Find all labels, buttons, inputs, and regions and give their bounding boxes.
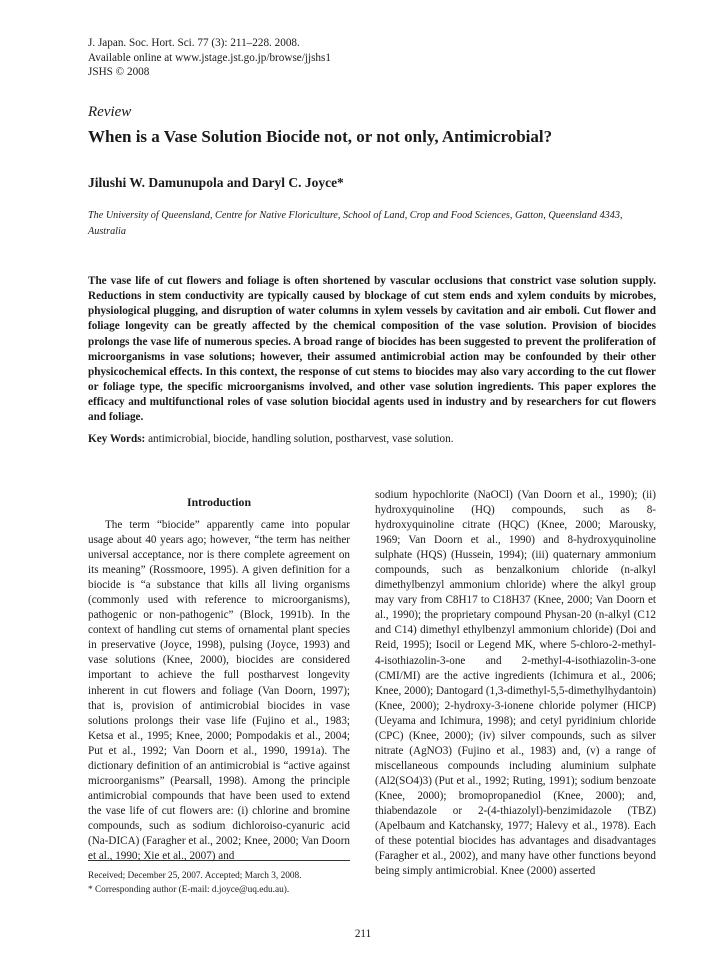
article-authors: Jilushi W. Damunupola and Daryl C. Joyce*: [88, 175, 344, 190]
keywords: [88, 432, 656, 447]
article-title: When is a Vase Solution Biocide not, or not only, Antimicrobial?: [88, 127, 553, 146]
journal-header: [88, 36, 588, 80]
section-type: Review: [88, 104, 132, 120]
keywords-list: antimicrobial, biocide, handling solution, postharvest, vase solution.: [148, 433, 454, 445]
abstract: The vase life of cut flowers and foliage is often shortened by vascular occlusions that constrict vase solution supply. Reductions in stem conductivity are typically caused by blockage of cut stem ends and xylem conduits by microbes, physiological plugging, and disruption of water columns in xylem vessels by cavitation and air emboli. Cut flower and foliage longevity can be greatly affected by the chemical composition of the vase solution. Provision of biocides prolongs the vase life of numerous species. A broad range of biocides has been suggested to prevent the proliferation of microorganisms in vase solutions; however, their assumed antimicrobial action may be confounded by their other physicochemical effects. In this context, the response of cut stems to biocides may also vary according to the cut flower or foliage type, the specific microorganisms involved, and other vase solution ingredients. This paper explores the efficacy and multifunctional roles of vase solution biocidal agents used in industry and by researchers for cut flowers and foliage.: [88, 275, 656, 424]
introduction-heading: Introduction: [186, 495, 252, 509]
footnotes: [88, 870, 358, 897]
body-left-column: The term “biocide” apparently came into popular usage about 40 years ago; however, “the term has neither universal acceptance, nor is there complete agreement on its meaning” (Rossmoore, 1995). A given definition for a biocide is “a substance that kills all living organisms (commonly used with reference to microorganisms), pathogenic or non-pathogenic” (Block, 1991b). In the context of handling cut stems of ornamental plant species in preservative (Joyce, 1998), pulsing (Joyce, 1993) and vase solutions (Knee, 2000), biocides are considered important to achieve the full postharvest longevity inherent in cut flowers and foliage (Van Doorn, 1997); that is, provision of antimicrobial biocides in vase solutions prolongs their vase life (Fujino et al., 1983; Ketsa et al., 1995; Knee, 2000; Pompodakis et al., 2004; Put et al., 1992; Van Doorn et al., 1990, 1991a). The dictionary definition of an antimicrobial is “active against microorganisms” (Pearsall, 1998). Among the principle antimicrobial compounds that have been used to extend the vase life of cut flowers are: (i) chlorine and bromine compounds, such as sodium dichloroiso-cyanuric acid (Na-DICA) (Faragher et al., 2002; Knee, 2000; Van Doorn et al., 1990; Xie et al., 2007) and: [88, 519, 350, 863]
received-date: Received; December 25, 2007. Accepted; March 3, 2008.: [88, 871, 302, 881]
journal-citation: J. Japan. Soc. Hort. Sci. 77 (3): 211–228. 2008.: [88, 37, 300, 49]
author-affiliation: The University of Queensland, Centre for Native Floriculture, School of Land, Crop and Food Sciences, Gatton, Queensland 4343, Australia: [88, 210, 623, 237]
keywords-label: Key Words:: [88, 433, 146, 445]
footnote-divider: [88, 860, 350, 861]
journal-online-link[interactable]: Available online at www.jstage.jst.go.jp/browse/jjshs1: [88, 51, 331, 64]
body-right-column: sodium hypochlorite (NaOCl) (Van Doorn et al., 1990); (ii) hydroxyquinoline (HQ) compounds, such as 8-hydroxyquinoline citrate (HQC) (Knee, 2000; Marousky, 1969; Van Doorn et al., 1990) and 8-hydroxyquinoline sulphate (HQS) (Hussein, 1994); (iii) quaternary ammonium compounds, such as benzalkonium chloride (n-alkyl dimethylbenzyl ammonium chloride) where the alkyl group may vary from C8H17 to C18H37 (Knee, 2000; Van Doorn et al., 1990); the proprietary compound Physan-20 (n-alkyl (C12 and C14) dimethyl ethylbenzyl ammonium chloride) (Doi and Reid, 1995); Isocil or Legend MK, where 5-chloro-2-methyl-4-isothiazolin-3-one and 2-methyl-4-isothiazolin-3-one (CMI/MI) are the active ingredients (Ichimura et al., 2006; Knee, 2000); Dantogard (1,3-dimethyl-5,5-dimethylhydantoin) (Knee, 2000); 2-hydroxy-3-ionene chloride polymer (HICP) (Ueyama and Ichimura, 1998); and cetyl pyridinium chloride (CPC) (Knee, 2000); (iv) silver compounds, such as silver nitrate (AgNO3) (Fujino et al., 1983) and, (v) a range of miscellaneous compounds including aluminium sulphate (Al2(SO4)3) (Put et al., 1992; Ruting, 1991); sodium benzoate (Knee, 2000); bromopropanediol (Knee, 2000); and, thiabendazole or 2-(4-thiazolyl)-benzimidazole (TBZ) (Apelbaum and Katchansky, 1977; Halevy et al., 1978). Each of these potential biocides has advantages and disadvantages (Faragher et al., 2002), and many have other functions beyond being simply antimicrobial. Knee (2000) asserted: [375, 489, 656, 878]
journal-copyright: JSHS © 2008: [88, 66, 150, 78]
corresponding-author: * Corresponding author (E-mail: d.joyce@uq.edu.au).: [88, 884, 290, 895]
page-number: 211: [354, 928, 372, 940]
